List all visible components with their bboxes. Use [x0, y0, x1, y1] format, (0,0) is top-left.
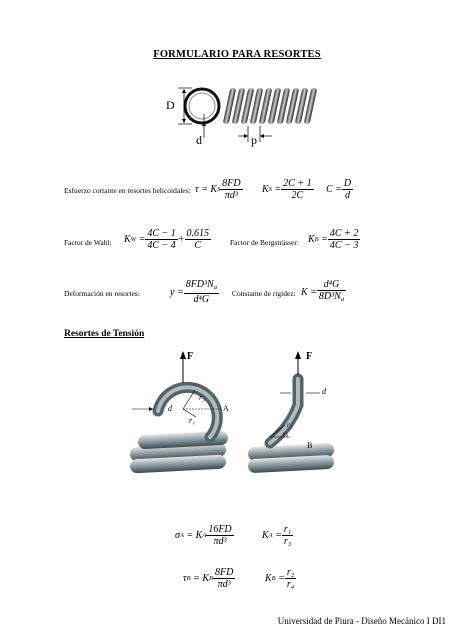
kb-den: 4C − 3 — [329, 240, 359, 251]
ka-den: r₃ — [283, 536, 292, 547]
kw-plus: + — [177, 234, 185, 245]
bergstrasser-formula — [308, 228, 360, 251]
sigma-a-fraction — [206, 524, 233, 547]
sigma-a-lhs: σ — [175, 530, 180, 541]
section-title: Resortes de Tensión — [64, 329, 145, 339]
shear-num: 8FD — [222, 178, 241, 189]
label-d: d — [196, 133, 202, 147]
kb-lhs: K — [308, 234, 315, 245]
c-lhs: C = — [326, 184, 342, 195]
tau-b-num: 8FD — [214, 567, 234, 578]
kw-eq: = — [138, 234, 146, 245]
kw-den1: 4C − 4 — [147, 240, 176, 251]
y-lhs: y = — [170, 286, 184, 298]
kw-num1: 4C − 1 — [147, 228, 176, 239]
compression-spring-figure — [160, 80, 320, 150]
ks-fraction — [281, 178, 313, 201]
wahl-label: Factor de Wahl: — [64, 238, 112, 247]
label-p: p — [251, 133, 257, 147]
kb-num: 4C + 2 — [329, 228, 359, 239]
kb-t-fraction — [285, 567, 296, 590]
y-num: 8FD³N — [185, 279, 214, 290]
sigma-a-num: 16FD — [208, 524, 232, 535]
ks-num: 2C + 1 — [283, 178, 312, 189]
tension-spring-figure — [120, 345, 350, 480]
shear-stress-label: Esfuerzo cortante en resortes helicoidales: — [64, 186, 191, 195]
label-r2: r₂ — [287, 421, 293, 429]
label-r4: r₄ — [283, 430, 289, 438]
tau-b-lhs: τ — [183, 573, 187, 584]
label-r1: r₁ — [189, 416, 195, 425]
c-num: D — [343, 178, 352, 189]
kb-t-lhs: K — [265, 573, 272, 584]
label-D: D — [166, 98, 175, 112]
sigma-a-den: πd³ — [213, 536, 227, 547]
y-num-sub: a — [213, 284, 217, 291]
tau-b-sub: B — [186, 575, 191, 582]
stiffness-label: Constante de rigidez: — [232, 289, 296, 298]
label-r3: r₃ — [199, 393, 205, 402]
ka-num: r₁ — [283, 524, 292, 535]
tau-b-k-sub: B — [209, 575, 213, 582]
shear-den: πd³ — [224, 190, 238, 201]
ks-eq: = — [274, 184, 282, 195]
sigma-a-eq: = K — [186, 530, 203, 541]
k-fraction — [317, 279, 346, 305]
label-d-left: d — [168, 404, 172, 413]
shear-stress-formula — [195, 178, 243, 201]
stiffness-formula — [301, 279, 346, 305]
ks-lhs-sub: S — [268, 186, 272, 193]
kb-t-num: r₂ — [286, 567, 295, 578]
deflection-label: Deformación en resortes: — [64, 289, 140, 298]
tau-b-fraction — [213, 567, 235, 590]
ka-fraction — [282, 524, 293, 547]
sigma-a-k-sub: A — [202, 532, 207, 539]
ka-formula — [262, 524, 293, 547]
c-fraction — [342, 178, 353, 201]
force-label-right: F — [306, 351, 313, 362]
sigma-a-sub: A — [179, 532, 184, 539]
y-den: d⁴G — [193, 294, 210, 305]
label-A: A — [223, 404, 229, 413]
shear-tau: τ = K — [195, 184, 217, 195]
kw-lhs: K — [124, 234, 131, 245]
tau-b-eq: = K — [193, 573, 209, 584]
ks-lhs: K — [262, 184, 269, 195]
c-den: d — [345, 190, 351, 201]
kb-t-den: r₄ — [286, 579, 295, 590]
page-footer: Universidad de Piura - Diseño Mecánico I DI1 — [277, 616, 446, 626]
kw-fraction-2 — [185, 228, 212, 251]
kb-tension-formula — [265, 567, 296, 590]
y-fraction — [184, 279, 219, 305]
c-formula — [326, 178, 353, 201]
kw-fraction-1 — [145, 228, 177, 251]
label-B: B — [307, 441, 313, 450]
tau-b-den: πd³ — [217, 579, 231, 590]
ks-formula — [262, 178, 314, 201]
kb-lhs-sub: B — [314, 236, 319, 243]
kw-num2: 0.615 — [186, 228, 210, 239]
right-hook-spring — [248, 351, 335, 473]
bergstrasser-label: Factor de Bergsträsser: — [230, 238, 300, 247]
label-d-right: d — [322, 387, 326, 396]
kb-fraction — [328, 228, 360, 251]
wahl-formula — [124, 228, 211, 251]
ka-lhs: K — [262, 530, 269, 541]
ka-eq: = — [275, 530, 282, 541]
k-den-sub: a — [340, 296, 345, 303]
spring-coils — [223, 88, 318, 124]
force-label-left: F — [187, 351, 194, 362]
k-den: 8D³N — [318, 291, 341, 302]
kw-lhs-sub: W — [130, 236, 137, 243]
kb-t-sub: B — [271, 575, 276, 582]
ks-den: 2C — [291, 190, 304, 201]
kb-t-eq: = — [278, 573, 285, 584]
ka-sub: A — [268, 532, 273, 539]
shear-tau-sub: S — [217, 186, 221, 193]
kw-den2: C — [194, 240, 202, 251]
page-title: FORMULARIO PARA RESORTES — [153, 49, 321, 60]
shear-fraction — [220, 178, 242, 201]
sigma-a-formula — [175, 524, 234, 547]
left-hook-spring — [130, 351, 229, 474]
deflection-formula — [170, 279, 219, 305]
kb-eq: = — [321, 234, 328, 245]
k-num: d⁴G — [317, 279, 346, 291]
tau-b-formula — [183, 567, 235, 590]
k-lhs: K = — [301, 286, 317, 298]
